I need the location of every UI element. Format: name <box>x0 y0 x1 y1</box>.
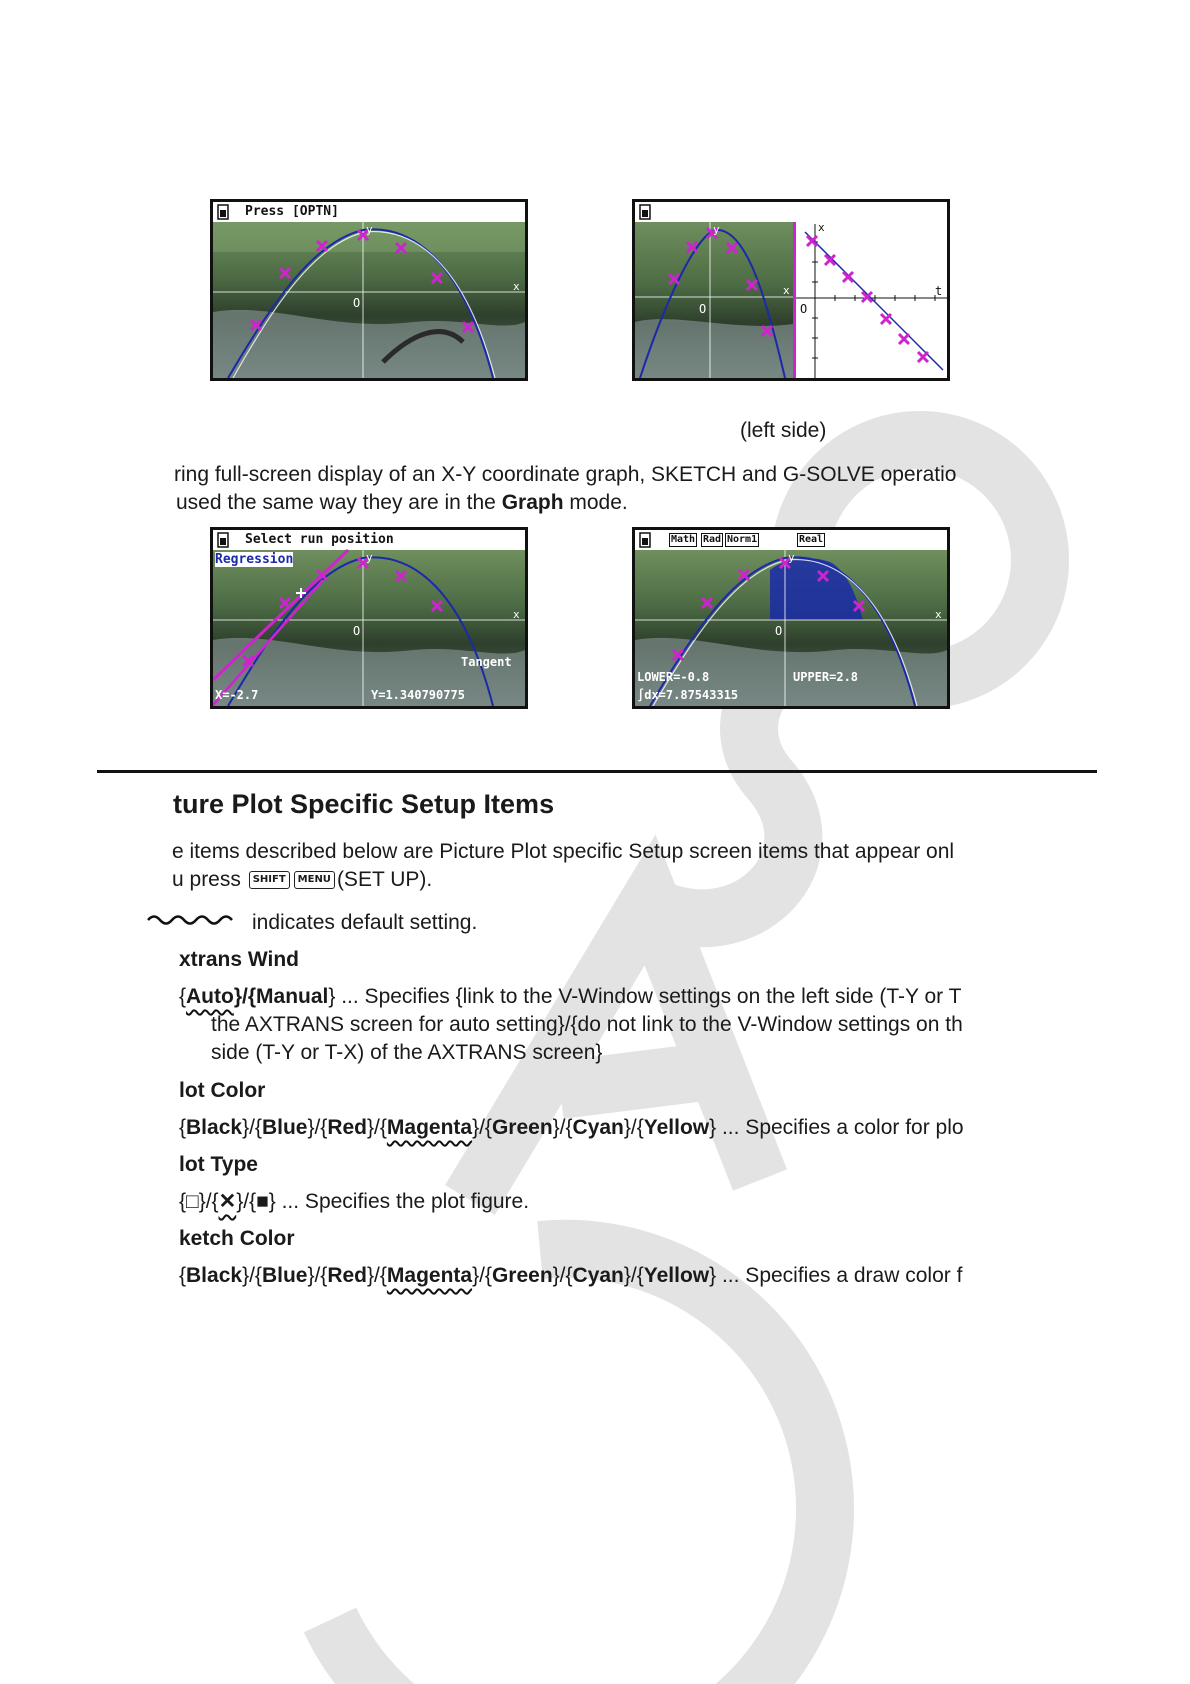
text-run: } ... Specifies {link to the V-Window settings on the left side (T-Y or T <box>328 985 962 1008</box>
origin-label: O <box>353 624 361 638</box>
option-cyan: Cyan <box>572 1264 624 1287</box>
paragraph-line: e items described below are Picture Plot specific Setup screen items that appear onl <box>172 840 955 863</box>
item-title-sketch-color: ketch Color <box>179 1227 295 1250</box>
brace-open: { <box>179 1116 187 1139</box>
option-yellow: Yellow <box>643 1264 710 1287</box>
origin-label-right: O <box>800 302 808 316</box>
y-axis-label: y <box>366 223 373 236</box>
origin-label: O <box>775 624 783 638</box>
option-magenta: Magenta <box>386 1116 473 1139</box>
option-yellow: Yellow <box>643 1116 710 1139</box>
square-filled-icon: ■ <box>256 1190 269 1213</box>
separator: }/{ <box>242 1264 262 1287</box>
calculator-screen-plot <box>210 199 528 381</box>
mode-badge: Math <box>671 534 696 545</box>
regression-label: Regression <box>215 552 294 567</box>
option-black: Black <box>186 1264 243 1287</box>
option-cyan: Cyan <box>572 1116 624 1139</box>
axis-t-label-right: t <box>935 284 943 298</box>
option-line <box>179 983 963 1011</box>
option-blue: Blue <box>261 1264 308 1287</box>
paragraph-full-screen <box>174 461 956 517</box>
separator: }/{ <box>307 1116 328 1139</box>
option-line: the AXTRANS screen for auto setting}/{do not link to the V-Window settings on th <box>211 1013 963 1036</box>
caption-left-side: (left side) <box>740 419 827 442</box>
item-title-plot-color: lot Color <box>179 1079 266 1102</box>
separator: }/{ <box>552 1116 573 1139</box>
option-green: Green <box>491 1116 553 1139</box>
separator: }/{ <box>242 1116 262 1139</box>
x-axis-label: x <box>513 608 520 621</box>
separator: }/{ <box>472 1264 492 1287</box>
option-green: Green <box>491 1264 553 1287</box>
graph-mode-name: Graph <box>501 491 564 514</box>
section-divider <box>97 770 1097 773</box>
text-run: }/{ <box>233 985 257 1008</box>
separator: }/{ <box>552 1264 573 1287</box>
text-run: (SET UP). <box>336 868 433 891</box>
brace-open: { <box>179 1264 187 1287</box>
cross-mark-icon: ✕ <box>218 1190 237 1213</box>
menu-key-icon: MENU <box>294 871 335 889</box>
x-axis-label: x <box>513 280 520 293</box>
y-axis-label-left: y <box>713 223 720 236</box>
mode-badge: Rad <box>703 534 722 545</box>
origin-label-left: O <box>699 302 707 316</box>
item-plot-type-options <box>179 1188 529 1216</box>
option-red: Red <box>327 1116 368 1139</box>
status-text: Press [OPTN] <box>245 204 339 219</box>
separator: }/{ <box>307 1264 328 1287</box>
section-title: ture Plot Specific Setup Items <box>173 789 555 819</box>
paragraph-line <box>172 866 954 894</box>
option-auto: Auto <box>186 985 234 1008</box>
separator: }/{ <box>198 1190 219 1213</box>
separator: }/{ <box>623 1116 644 1139</box>
brace-open: { <box>179 1190 187 1213</box>
item-title-axtrans: xtrans Wind <box>179 948 299 971</box>
item-sketch-color-options <box>179 1262 962 1290</box>
origin-label: O <box>353 296 361 310</box>
text-run: { <box>179 985 187 1008</box>
paragraph-line: ring full-screen display of an X-Y coordinate graph, SKETCH and G-SOLVE operatio <box>174 463 957 486</box>
option-black: Black <box>186 1116 243 1139</box>
separator: }/{ <box>623 1264 644 1287</box>
wavy-default-marker-icon <box>146 913 242 927</box>
option-manual: Manual <box>256 985 329 1008</box>
x-axis-label-left: x <box>783 284 790 297</box>
separator: }/{ <box>236 1190 257 1213</box>
paragraph-line <box>174 489 956 517</box>
y-axis-label: y <box>788 551 795 564</box>
y-axis-label: y <box>366 551 373 564</box>
text-run: mode. <box>563 491 628 514</box>
description: } ... Specifies the plot figure. <box>268 1190 530 1213</box>
tangent-label: Tangent <box>461 655 512 669</box>
option-magenta: Magenta <box>386 1264 473 1287</box>
option-red: Red <box>327 1264 368 1287</box>
default-note: indicates default setting. <box>252 911 478 934</box>
y-readout: Y=1.340790775 <box>371 688 465 702</box>
x-axis-label: x <box>935 608 942 621</box>
status-text: Select run position <box>245 532 394 547</box>
calculator-screen-sketch <box>210 527 528 709</box>
separator: }/{ <box>472 1116 492 1139</box>
option-blue: Blue <box>261 1116 308 1139</box>
description: } ... Specifies a color for plo <box>709 1116 964 1139</box>
x-readout: X=-2.7 <box>215 688 259 702</box>
calculator-screen-axtrans <box>632 199 950 381</box>
separator: }/{ <box>367 1264 387 1287</box>
integral-readout: ∫dx=7.87543315 <box>637 688 739 702</box>
square-outline-icon: □ <box>186 1190 199 1213</box>
axis-x-label-right: x <box>818 221 825 234</box>
option-line: side (T-Y or T-X) of the AXTRANS screen} <box>211 1041 603 1064</box>
calculator-screen-gsolve <box>632 527 950 709</box>
item-title-plot-type: lot Type <box>179 1153 258 1176</box>
text-run: used the same way they are in the <box>176 491 502 514</box>
description: } ... Specifies a draw color f <box>709 1264 963 1287</box>
item-axtrans-options <box>179 983 963 1067</box>
separator: }/{ <box>367 1116 387 1139</box>
shift-key-icon: SHIFT <box>249 871 290 889</box>
paragraph-setup-intro <box>172 838 954 894</box>
mode-badge: Real <box>799 534 824 545</box>
text-run: u press <box>172 868 247 891</box>
mode-badge: Norm1 <box>727 534 758 545</box>
upper-readout: UPPER=2.8 <box>793 670 859 684</box>
item-plot-color-options <box>179 1114 964 1142</box>
lower-readout: LOWER=-0.8 <box>637 670 710 684</box>
